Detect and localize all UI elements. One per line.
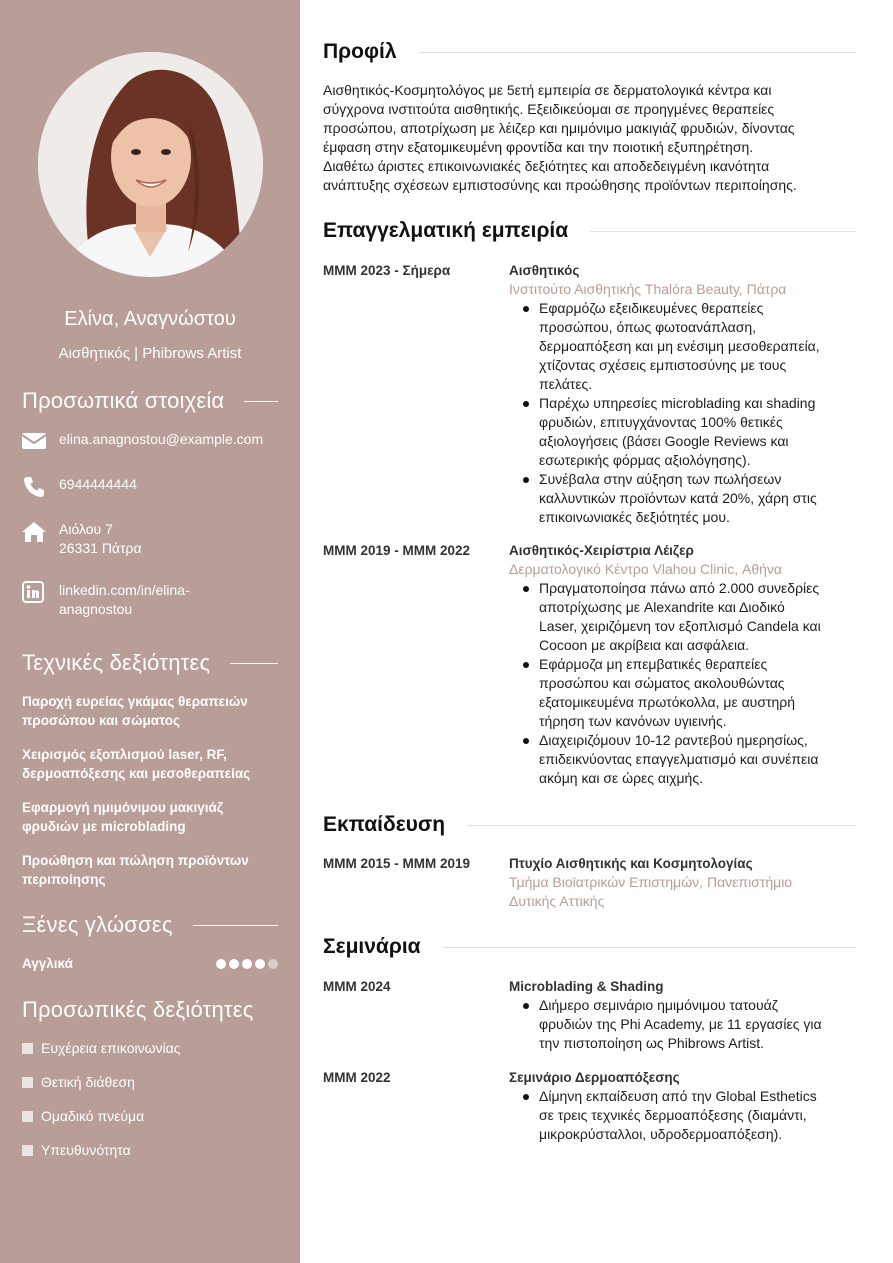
heading-rule xyxy=(230,663,278,664)
seminars-heading-text: Σεμινάρια xyxy=(323,935,421,958)
contact-address xyxy=(22,520,282,558)
bullet-item xyxy=(509,655,856,731)
entry-body xyxy=(509,977,856,1053)
personal-details-heading xyxy=(22,388,278,414)
bullet-item xyxy=(509,394,856,470)
technical-skill-item xyxy=(22,745,282,783)
soft-skills-heading-text: Προσωπικές δεξιότητες xyxy=(22,997,254,1022)
bullet-line: Δίμηνη εκπαίδευση από την Global Esthetics xyxy=(539,1088,817,1104)
heading-rule xyxy=(193,925,278,926)
heading-rule xyxy=(244,401,278,402)
profile-heading-text: Προφίλ xyxy=(323,40,397,63)
entry-bullets xyxy=(509,1087,856,1144)
bullet-line: εξατομικευμένα πρωτόκολλα, με αυστηρή xyxy=(539,694,796,710)
technical-skills-heading xyxy=(22,650,278,676)
envelope-icon xyxy=(22,430,46,454)
education-heading-text: Εκπαίδευση xyxy=(323,813,446,836)
level-dot-filled xyxy=(242,959,252,969)
square-bullet-icon xyxy=(22,1111,33,1122)
square-bullet-icon xyxy=(22,1145,33,1156)
entry-title: Αισθητικός-Χειρίστρια Λέιζερ xyxy=(509,543,694,558)
bullet-line: καλλυντικών προϊόντων κατά 20%, χάρη στις xyxy=(539,490,817,506)
personal-details-heading-text: Προσωπικά στοιχεία xyxy=(22,388,225,413)
language-name: Αγγλικά xyxy=(22,956,73,971)
bullet-line: Εφαρμόζω εξειδικευμένες θεραπείες xyxy=(539,300,764,316)
soft-skill-label: Υπευθυνότητα xyxy=(41,1142,131,1158)
bullet-item xyxy=(509,579,856,655)
skill-line: δερμοαπόξεσης και μεσοθεραπείας xyxy=(22,766,251,781)
entry-date: ΜΜΜ 2019 - ΜΜΜ 2022 xyxy=(323,543,471,558)
level-dot-empty xyxy=(268,959,278,969)
bullet-line: πελάτες. xyxy=(539,376,593,392)
heading-rule xyxy=(419,52,856,53)
org-line: Δυτικής Αττικής xyxy=(509,893,605,909)
bullet-line: αποτρίχωσης με Alexandrite και Διοδικό xyxy=(539,599,785,615)
entry-title: Σεμινάριο Δερμοαπόξεσης xyxy=(509,1070,680,1085)
bullet-item xyxy=(509,470,856,527)
home-icon xyxy=(22,520,46,544)
entry-bullets xyxy=(509,996,856,1053)
bullet-item xyxy=(509,1087,856,1144)
technical-skill-item xyxy=(22,798,282,836)
level-dot-filled xyxy=(255,959,265,969)
seminars-heading xyxy=(323,935,856,959)
entry-date: ΜΜΜ 2022 xyxy=(323,1070,391,1085)
level-dot-filled xyxy=(229,959,239,969)
heading-rule xyxy=(467,825,856,826)
skill-line: φρυδιών με microblading xyxy=(22,819,186,834)
entry-bullets xyxy=(509,579,856,788)
person-role: Αισθητικός | Phibrows Artist xyxy=(58,345,242,362)
bullet-line: αξιολογήσεις (βάσει Google Reviews και xyxy=(539,433,789,449)
linkedin-line-1: linkedin.com/in/elina- xyxy=(59,582,190,598)
languages-heading xyxy=(22,912,278,938)
bullet-line: εσωτερικής φόρμας αξιολόγησης). xyxy=(539,452,751,468)
entry-date: ΜΜΜ 2024 xyxy=(323,979,391,994)
bullet-line: σε τρεις τεχνικές δερμοαπόξεσης (διαμάντι, xyxy=(539,1107,807,1123)
heading-rule xyxy=(590,231,856,232)
bullet-item xyxy=(509,299,856,394)
profile-line: Διαθέτω άριστες επικοινωνιακές δεξιότητες και αποδεδειγμένη ικανότητα xyxy=(323,158,770,174)
bullet-line: Εφάρμοζα μη επεμβατικές θεραπείες xyxy=(539,656,768,672)
profile-line: έμφαση στην εξατομικευμένη φροντίδα και την ποιοτική εξυπηρέτηση. xyxy=(323,139,754,155)
bullet-line: ακόμη και σε ώρες αιχμής. xyxy=(539,770,703,786)
phone-text: 6944444444 xyxy=(59,476,137,492)
bullet-line: φρυδιών, επιτυγχάνοντας 100% θετικές xyxy=(539,414,783,430)
soft-skill-label: Ευχέρεια επικοινωνίας xyxy=(41,1040,181,1056)
square-bullet-icon xyxy=(22,1077,33,1088)
bullet-line: Διήμερο σεμινάριο ημιμόνιμου τατουάζ xyxy=(539,997,778,1013)
bullet-item xyxy=(509,731,856,788)
skill-line: προσώπου και σώματος xyxy=(22,713,181,728)
entry-organization: Δερματολογικό Κέντρο Vlahou Clinic, Αθήνα xyxy=(509,561,782,577)
profile-heading xyxy=(323,40,856,64)
education-heading xyxy=(323,813,856,837)
address-line-1: Αιόλου 7 xyxy=(59,521,113,537)
address-text xyxy=(59,520,142,558)
entry-date: ΜΜΜ 2015 - ΜΜΜ 2019 xyxy=(323,856,471,871)
entry-date: ΜΜΜ 2023 - Σήμερα xyxy=(323,263,451,278)
technical-skill-item xyxy=(22,692,282,730)
bullet-line: Συνέβαλα στην αύξηση των πωλήσεων xyxy=(539,471,782,487)
bullet-line: δερμοαπόξεση και μη ενέσιμη μεσοθεραπεία, xyxy=(539,338,820,354)
bullet-line: τήρηση των κανόνων υγιεινής. xyxy=(539,713,727,729)
soft-skills-heading xyxy=(22,997,278,1023)
sidebar xyxy=(0,0,300,1263)
bullet-line: Cocoon με ακρίβεια και ασφάλεια. xyxy=(539,637,750,653)
entry-body xyxy=(509,1068,856,1144)
soft-skill-label: Ομαδικό πνεύμα xyxy=(41,1108,145,1124)
bullet-line: προσώπου, όπως φωτοανάπλαση, xyxy=(539,319,757,335)
heading-rule xyxy=(443,947,856,948)
profile-photo xyxy=(38,52,263,277)
bullet-line: φρυδιών της Phi Academy, με 11 εργασίες για xyxy=(539,1016,822,1032)
soft-skill-label: Θετική διάθεση xyxy=(41,1074,135,1090)
entry-body xyxy=(509,261,856,527)
bullet-line: Παρέχω υπηρεσίες microblading και shading xyxy=(539,395,816,411)
org-line: Τμήμα Βιοϊατρικών Επιστημών, Πανεπιστήμιο xyxy=(509,874,793,890)
entry-title: Microblading & Shading xyxy=(509,979,664,994)
linkedin-icon xyxy=(22,581,46,605)
address-line-2: 26331 Πάτρα xyxy=(59,540,142,556)
bullet-item xyxy=(509,996,856,1053)
bullet-line: μικροκρύσταλλοι, υδροδερμοαπόξεση). xyxy=(539,1126,783,1142)
bullet-line: προσώπου και σώματος ακολουθώντας xyxy=(539,675,785,691)
language-level-dots xyxy=(216,959,278,969)
level-dot-filled xyxy=(216,959,226,969)
soft-skill-item xyxy=(22,1040,282,1056)
profile-line: προσώπου, αποτρίχωση με λέιζερ και ημιμόνιμο μακιγιάζ φρυδιών, δίνοντας xyxy=(323,120,795,136)
bullet-line: επιδεικνύοντας επαγγελματισμό και συνέπεια xyxy=(539,751,819,767)
bullet-line: χτίζοντας σχέσεις εμπιστοσύνης με τους xyxy=(539,357,787,373)
bullet-line: επικοινωνιακές δεξιότητές μου. xyxy=(539,509,730,525)
skill-line: Παροχή ευρείας γκάμας θεραπειών xyxy=(22,694,248,709)
entry-title: Πτυχίο Αισθητικής και Κοσμητολογίας xyxy=(509,856,753,871)
language-item xyxy=(22,956,278,971)
skill-line: Χειρισμός εξοπλισμού laser, RF, xyxy=(22,747,227,762)
experience-heading xyxy=(323,219,856,243)
profile-line: Αισθητικός-Κοσμητολόγος με 5ετή εμπειρία σε δερματολογικά κέντρα και xyxy=(323,82,772,98)
profile-line: σύγχρονα ινστιτούτα αισθητικής. Εξειδικεύομαι σε προηγμένες θεραπείες xyxy=(323,101,775,117)
bullet-line: την πιστοποίηση ως Phibrows Artist. xyxy=(539,1035,765,1051)
skill-line: Προώθηση και πώληση προϊόντων xyxy=(22,853,249,868)
bullet-line: Laser, χειριζόμενη τον εξοπλισμό Candela και xyxy=(539,618,821,634)
email-text: elina.anagnostou@example.com xyxy=(59,431,264,447)
technical-skill-item xyxy=(22,851,282,889)
soft-skill-item xyxy=(22,1142,282,1158)
linkedin-line-2: anagnostou xyxy=(59,601,133,617)
entry-body xyxy=(509,854,856,911)
languages-heading-text: Ξένες γλώσσες xyxy=(22,912,173,937)
skill-line: περιποίησης xyxy=(22,872,106,887)
technical-skills-heading-text: Τεχνικές δεξιότητες xyxy=(22,650,211,675)
person-name: Ελίνα, Αναγνώστου xyxy=(64,308,236,330)
contact-email[interactable] xyxy=(22,430,282,454)
contact-phone[interactable] xyxy=(22,475,282,499)
entry-body xyxy=(509,541,856,788)
bullet-line: Διαχειριζόμουν 10-12 ραντεβού ημερησίως, xyxy=(539,732,808,748)
linkedin-text xyxy=(59,581,190,619)
entry-organization: Ινστιτούτο Αισθητικής Thalóra Beauty, Πάτρα xyxy=(509,281,787,297)
soft-skill-item xyxy=(22,1074,282,1090)
profile-line: ανάπτυξης σχέσεων εμπιστοσύνης και προώθησης προϊόντων περιποίησης. xyxy=(323,177,797,193)
skill-line: Εφαρμογή ημιμόνιμου μακιγιάζ xyxy=(22,800,224,815)
profile-summary xyxy=(323,81,856,195)
entry-title: Αισθητικός xyxy=(509,263,580,278)
soft-skill-item xyxy=(22,1108,282,1124)
contact-linkedin[interactable] xyxy=(22,581,282,619)
entry-organization xyxy=(509,873,856,911)
square-bullet-icon xyxy=(22,1043,33,1054)
phone-icon xyxy=(22,475,46,499)
entry-bullets xyxy=(509,299,856,527)
experience-heading-text: Επαγγελματική εμπειρία xyxy=(323,219,569,242)
bullet-line: Πραγματοποίησα πάνω από 2.000 συνεδρίες xyxy=(539,580,820,596)
